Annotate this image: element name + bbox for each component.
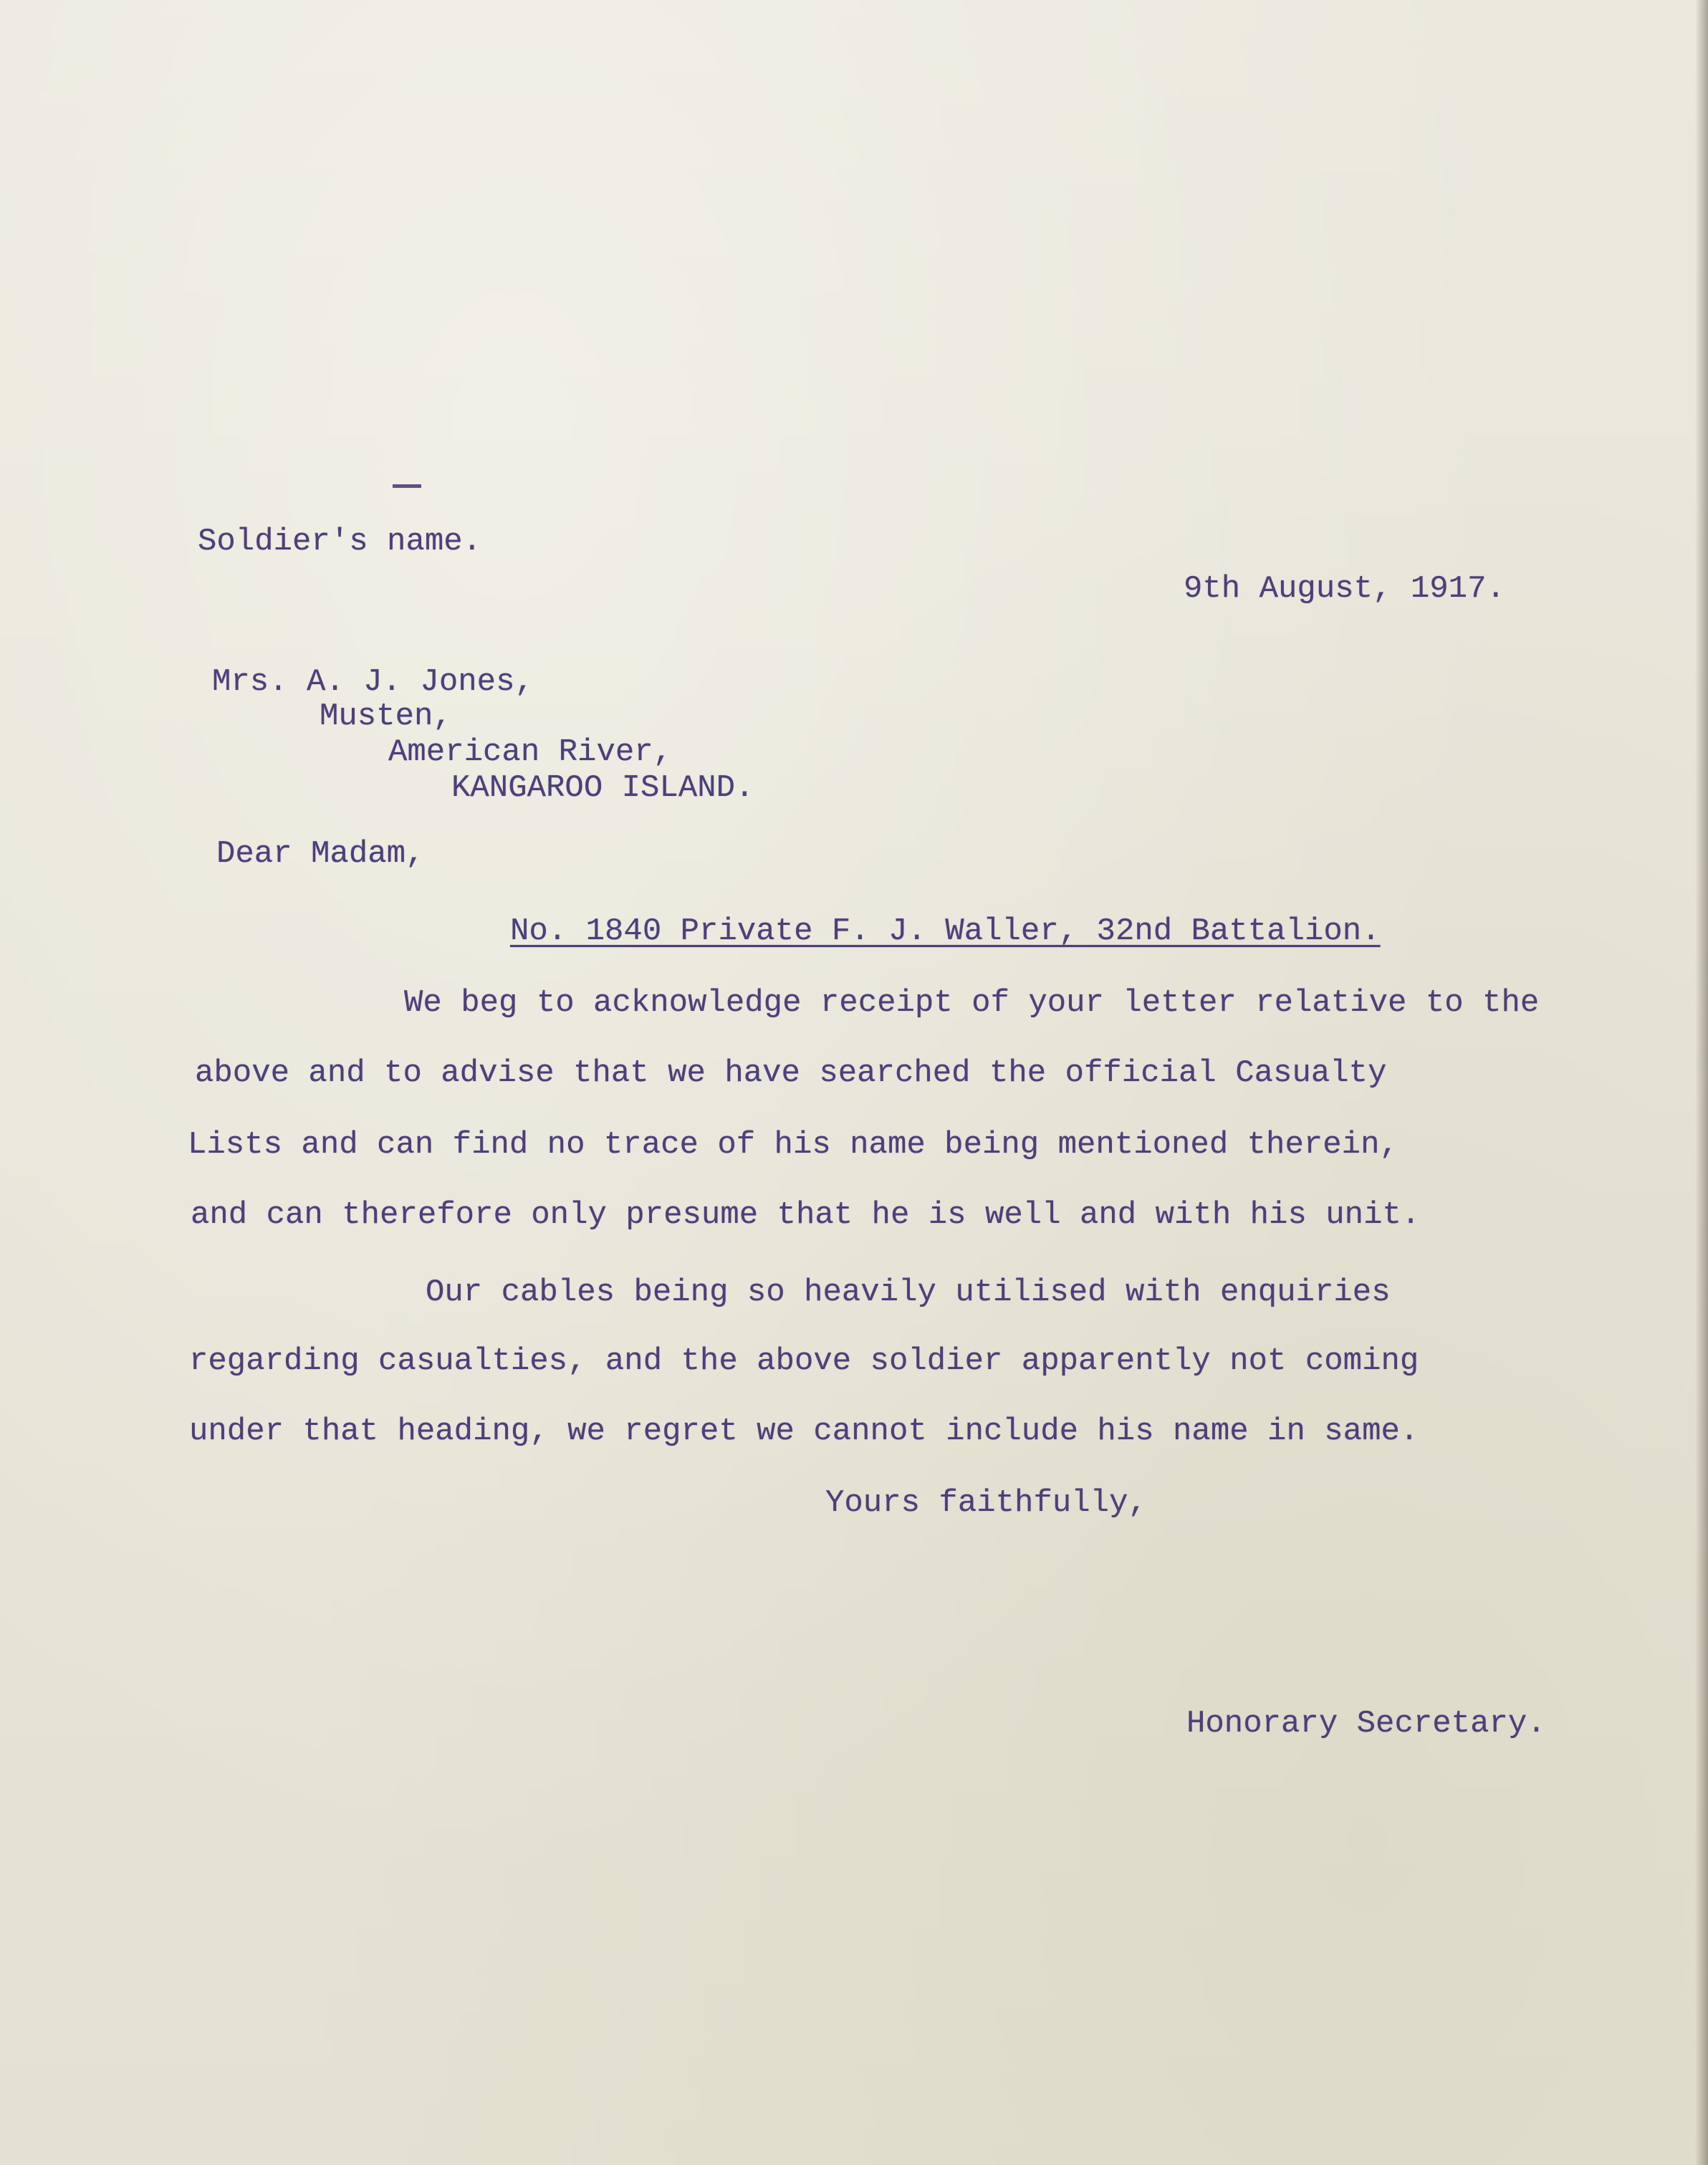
address-line-property: Musten, [320,699,452,734]
address-line-island: KANGAROO ISLAND. [451,770,754,806]
address-line-locality: American River, [388,734,673,770]
letter-date: 9th August, 1917. [1184,571,1505,607]
paragraph-line: regarding casualties, and the above soldier apparently not coming [189,1343,1419,1379]
closing: Yours faithfully, [825,1485,1147,1521]
soldier-name-note: Soldier's name. [198,524,482,560]
paragraph-line: and can therefore only presume that he is well and with his unit. [191,1197,1421,1233]
paragraph-line: We beg to acknowledge receipt of your letter relative to the [404,985,1540,1021]
salutation: Dear Madam, [216,836,425,872]
subject-line: No. 1840 Private F. J. Waller, 32nd Battalion. [510,913,1381,949]
paragraph-line: Our cables being so heavily utilised with enquiries [426,1274,1391,1310]
paragraph-line: Lists and can find no trace of his name being mentioned therein, [188,1127,1398,1163]
signature-title: Honorary Secretary. [1186,1706,1546,1742]
paragraph-line: under that heading, we regret we cannot include his name in same. [189,1413,1419,1449]
paragraph-line: above and to advise that we have searched the official Casualty [195,1055,1387,1091]
pen-mark [393,484,421,488]
address-line-name: Mrs. A. J. Jones, [212,664,534,700]
